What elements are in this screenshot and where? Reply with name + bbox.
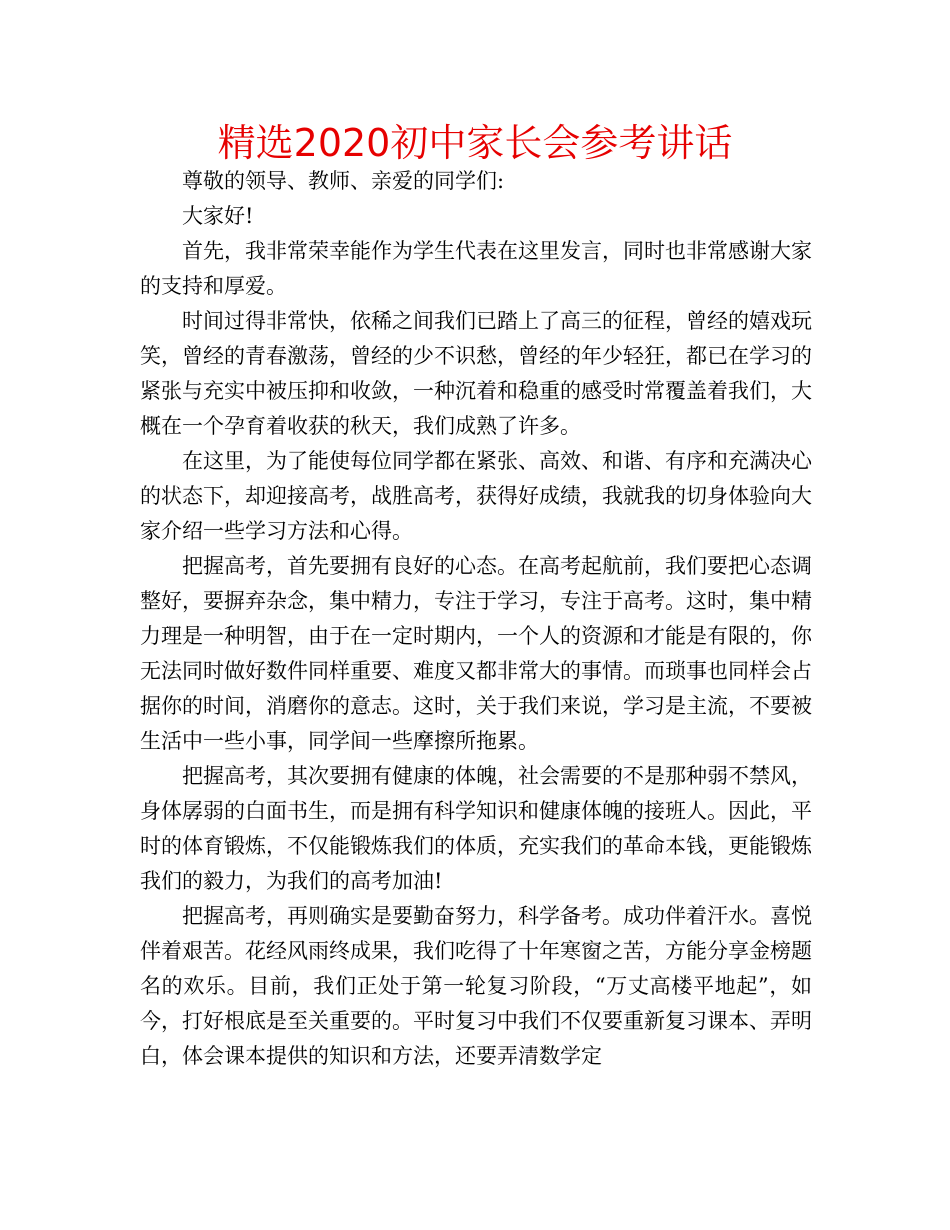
paragraph-purpose: 在这里，为了能使每位同学都在紧张、高效、和谐、有序和充满决心的状态下，却迎接高考，战胜高考，获得好成绩，我就我的切身体验向大家介绍一些学习方法和心得。 [140,449,812,543]
paragraph-intro: 首先，我非常荣幸能作为学生代表在这里发言，同时也非常感谢大家的支持和厚爱。 [140,239,812,298]
paragraph-time: 时间过得非常快，依稀之间我们已踏上了高三的征程，曾经的嬉戏玩笑，曾经的青春激荡，曾经的少不识愁，曾经的年少轻狂，都已在学习的紧张与充实中被压抑和收敛，一种沉着和稳重的感受时常覆盖着我们，大概在一个孕育着收获的秋天，我们成熟了许多。 [140,309,812,438]
document-title: 精选2020初中家长会参考讲话 [217,121,733,165]
paragraph-diligence: 把握高考，再则确实是要勤奋努力，科学备考。成功伴着汗水。喜悦伴着艰苦。花经风雨终成果，我们吃得了十年寒窗之苦，方能分享金榜题名的欢乐。目前，我们正处于第一轮复习阶段，“万丈高楼平地起”，如今，打好根底是至关重要的。平时复习中我们不仅要重新复习课本、弄明白，体会课本提供的知识和方法，还要弄清数学定 [140,904,812,1068]
paragraph-greeting: 大家好! [182,204,254,228]
paragraph-health: 把握高考，其次要拥有健康的体魄，社会需要的不是那种弱不禁风，身体孱弱的白面书生，而是拥有科学知识和健康体魄的接班人。因此，平时的体育锻炼，不仅能锻炼我们的体质，充实我们的革命本钱，更能锻炼我们的毅力，为我们的高考加油! [140,764,812,893]
salutation: 尊敬的领导、教师、亲爱的同学们: [182,169,505,193]
document-body [140,164,812,1074]
paragraph-mindset: 把握高考，首先要拥有良好的心态。在高考起航前，我们要把心态调整好，要摒弃杂念，集中精力，专注于学习，专注于高考。这时，集中精力理是一种明智，由于在一定时期内，一个人的资源和才能是有限的，你无法同时做好数件同样重要、难度又都非常大的事情。而琐事也同样会占据你的时间，消磨你的意志。这时，关于我们来说，学习是主流，不要被生活中一些小事，同学间一些摩擦所拖累。 [140,554,812,753]
